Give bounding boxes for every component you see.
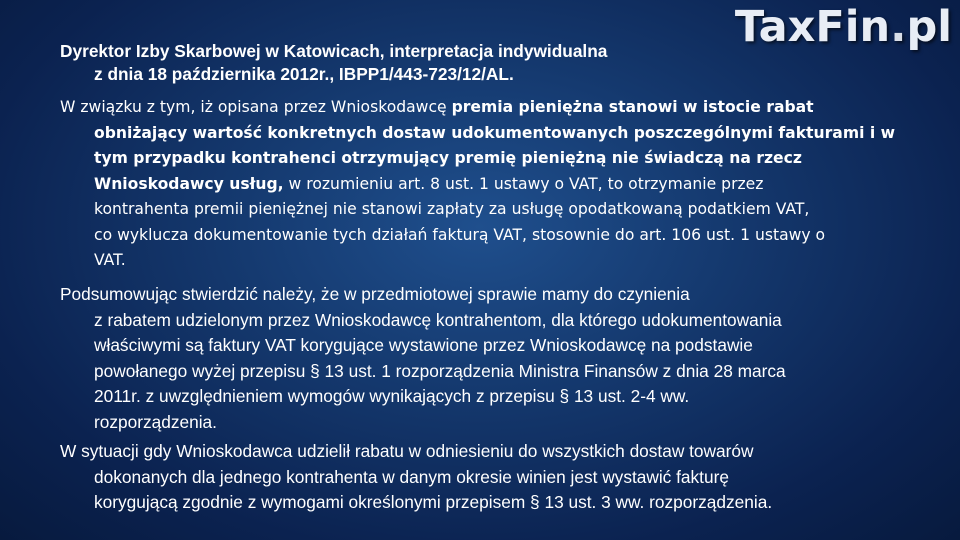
p3-line-1: W sytuacji gdy Wnioskodawca udzielił rabatu w odniesieniu do wszystkich dostaw towarów [60, 441, 754, 461]
paragraph-2 [60, 282, 910, 435]
paragraph-1 [60, 95, 910, 274]
logo-suffix: pl [906, 2, 952, 52]
p1-line-1-normal: W związku z tym, iż opisana przez Wnioskodawcę [60, 98, 452, 116]
header-line-1: Dyrektor Izby Skarbowej w Katowicach, interpretacja indywidualna [60, 41, 608, 61]
slide-header [60, 40, 607, 86]
header-line-2: z dnia 18 października 2012r., IBPP1/443-723/12/AL. [94, 64, 514, 84]
p1-line-1 [60, 95, 910, 121]
p2-line-3: właściwymi są faktury VAT korygujące wystawione przez Wnioskodawcę na podstawie [94, 335, 753, 355]
p1-line-5: kontrahenta premii pieniężnej nie stanowi zapłaty za usługę opodatkowaną podatkiem VAT, [94, 200, 810, 218]
taxfin-logo [735, 2, 952, 52]
logo-text: TaxFin [734, 2, 891, 52]
p2-line-5: 2011r. z uwzględnieniem wymogów wynikających z przepisu § 13 ust. 2-4 ww. [94, 386, 690, 406]
p3-line-3: korygującą zgodnie z wymogami określonymi przepisem § 13 ust. 3 ww. rozporządzenia. [94, 492, 773, 512]
p1-line-4-bold: Wnioskodawcy usług, [94, 174, 284, 193]
p2-line-1: Podsumowując stwierdzić należy, że w przedmiotowej sprawie mamy do czynienia [60, 284, 690, 304]
p1-line-7: VAT. [94, 251, 126, 269]
p1-line-2: obniżający wartość konkretnych dostaw udokumentowanych poszczególnymi fakturami i w [94, 123, 896, 142]
p2-line-4: powołanego wyżej przepisu § 13 ust. 1 rozporządzenia Ministra Finansów z dnia 28 marca [94, 360, 786, 381]
p1-line-6: co wyklucza dokumentowanie tych działań fakturą VAT, stosownie do art. 106 ust. 1 ustawy o [94, 225, 826, 244]
p1-line-1-bold: premia pieniężna stanowi w istocie rabat [451, 98, 814, 116]
p1-line-4-normal: w rozumieniu art. 8 ust. 1 ustawy o VAT, to otrzymanie przez [283, 174, 764, 193]
p3-line-2: dokonanych dla jednego kontrahenta w danym okresie winien jest wystawić fakturę [94, 466, 729, 487]
p2-line-6: rozporządzenia. [94, 411, 217, 432]
p1-line-4 [60, 172, 910, 198]
p1-line-3: tym przypadku kontrahenci otrzymujący premię pieniężną nie świadczą na rzecz [94, 149, 802, 167]
p2-line-2: z rabatem udzielonym przez Wnioskodawcę kontrahentom, dla którego udokumentowania [94, 309, 782, 330]
logo-dot: . [890, 2, 907, 52]
paragraph-3 [60, 439, 910, 516]
